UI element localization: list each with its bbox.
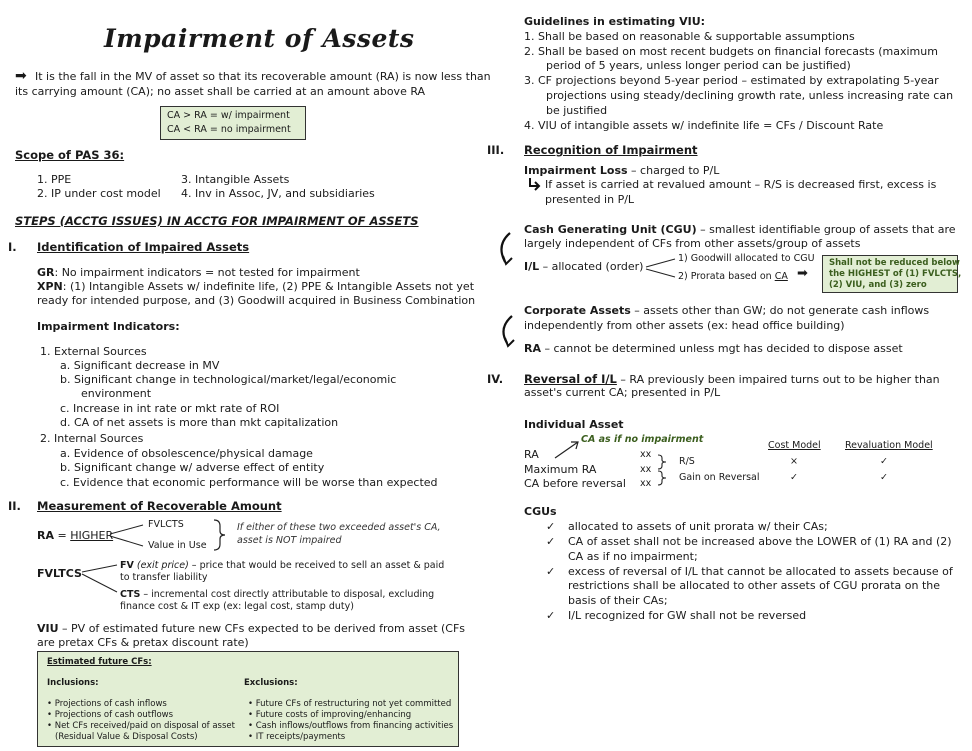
viu-line-2: are pretax CFs & pretax discount rate) [37,636,249,649]
guideline-line: 3. CF projections beyond 5-year period – estimated by extrapolating 5-year [524,74,939,87]
inclusion-text: Net CFs received/paid on disposal of asset [54,721,235,731]
fv-paren: (exit price) [133,560,189,571]
indicator-item: d. CA of net assets is more than mkt capitalization [60,416,339,429]
indicator-item: b. Significant change w/ adverse effect of entity [60,461,325,474]
internal-sources: 2. Internal Sources [40,432,144,445]
gr-line [37,266,360,280]
exclusion-item: • IT receipts/payments [248,732,346,742]
corporate-line-2: independently from other assets (ex: head office building) [524,319,845,332]
section-number: IV. [487,372,504,386]
check-icon: ✓ [546,520,556,533]
ra-label-3: RA [524,342,541,355]
cts-text: – incremental cost directly attributable to disposal, excluding [140,589,435,600]
reversal-text: – RA previously been impaired turns out to be higher than [616,373,940,386]
cgu-line: excess of reversal of I/L that cannot be allocated to assets because of [568,565,953,578]
cgu-line-2: largely independent of CFs from other assets/group of assets [524,237,861,250]
alloc-ca: CA [774,271,788,282]
exclusion-item: • Future CFs of restructuring not yet committed [248,699,452,709]
viu-label: VIU [37,622,59,635]
estimated-cfs-box [37,651,459,747]
individual-asset-heading: Individual Asset [524,418,624,431]
definition-line-1: It is the fall in the MV of asset so that its recoverable amount (RA) is now less than [35,70,491,83]
inclusion-text: Projections of cash outflows [54,710,174,720]
indicator-item: a. Evidence of obsolescence/physical damage [60,447,313,460]
ra-note-1: If either of these two exceeded asset's CA, [237,522,441,533]
section-number: III. [487,143,505,157]
asset-row-label: Maximum RA [524,463,597,476]
ca-box-line: CA < RA = no impairment [167,124,291,135]
viu-text: – PV of estimated future new CFs expected to be derived from asset (CFs [58,622,466,635]
xpn-line-2: ready for intended purpose, and (3) Goodwill acquired in Business Combination [37,294,476,307]
section-number: II. [8,499,21,513]
revalued-line-2: presented in P/L [545,193,635,206]
inclusion-item: • Projections of cash inflows [47,699,167,709]
il-label: I/L [524,260,540,273]
gr-label: GR [37,266,55,279]
reversal-line [524,372,940,387]
check-icon: ✓ [546,565,556,578]
exclusion-text: Future costs of improving/enhancing [255,710,412,720]
cgu-line: basis of their CAs; [568,594,668,607]
ra-higher-word: HIGHER [70,529,114,542]
guideline-line: be justified [546,104,608,117]
reduce-note-box [822,255,962,293]
reduce-note-line: (2) VIU, and (3) zero [829,280,927,290]
check-icon: ✓ [546,535,556,548]
inclusion-text: Projections of cash inflows [54,699,167,709]
exclusion-text: Cash inflows/outflows from financing activities [255,721,454,731]
corp-label: Corporate Assets [524,304,631,317]
cgu-line: I/L recognized for GW shall not be reversed [568,609,807,622]
definition-line-2: its carrying amount (CA); no asset shall be carried at an amount above RA [15,85,426,98]
inclusion-item: • Net CFs received/paid on disposal of asset [47,721,235,731]
gain-brace [658,471,666,485]
external-sources: 1. External Sources [40,345,147,358]
ca-ra-box [160,106,306,140]
asset-row-xx: xx [640,478,652,489]
gain-label: Gain on Reversal [679,472,760,483]
fv-label: FV [120,560,134,571]
ra-higher [37,529,113,543]
cost-model-header: Cost Model [768,440,821,451]
cgus-heading: CGUs [524,505,557,518]
reduce-note-line: the HIGHEST of (1) FVLCTS, [829,269,962,279]
fv-line [120,560,444,572]
reval-model-header: Revaluation Model [845,440,933,451]
il-text: – allocated (order) [539,260,644,273]
indicator-item: a. Significant decrease in MV [60,359,220,372]
guidelines-heading: Guidelines in estimating VIU: [524,15,706,28]
viu-line [37,622,465,636]
exclusion-item: • Cash inflows/outflows from financing activities [248,721,454,731]
arrow-right-icon: ➡ [15,68,27,84]
ra-text: – cannot be determined unless mgt has decided to dispose asset [540,342,903,355]
loss-text: – charged to P/L [627,164,720,177]
rs-cost-mark: × [790,456,798,467]
cgu-line [524,223,956,237]
asset-row-label: RA [524,448,539,461]
asset-row-xx: xx [640,449,652,460]
gain-cost-mark: ✓ [790,472,798,483]
gr-text: : No impairment indicators = not tested for impairment [54,266,360,279]
indicator-item: environment [81,387,152,400]
ra-label: RA [37,529,54,542]
guideline-line: 4. VIU of intangible assets w/ indefinite life = CFs / Discount Rate [524,119,884,132]
cts-label: CTS [120,589,141,600]
scope-item: 1. PPE [37,173,72,186]
corporate-line [524,304,929,318]
indicators-heading: Impairment Indicators: [37,320,180,333]
ra-eq: = [53,529,71,542]
check-icon: ✓ [546,609,556,622]
rs-reval-mark: ✓ [880,456,888,467]
exclusion-text: Future CFs of restructuring not yet committed [255,699,452,709]
cgu-label: Cash Generating Unit (CGU) [524,223,697,236]
cts-line [120,589,434,601]
reversal-title: Reversal of I/L [524,372,617,386]
gain-reval-mark: ✓ [880,472,888,483]
ra-option-viu: Value in Use [148,540,207,551]
arrow-right-icon: ➡ [797,266,808,281]
loss-label: Impairment Loss [524,164,628,177]
cgu-line: CA as if no impairment; [568,550,698,563]
exclusions-heading: Exclusions: [244,678,298,688]
ra-brace [214,520,225,550]
inclusion-item: • Projections of cash outflows [47,710,174,720]
cgu-line: CA of asset shall not be increased above the LOWER of (1) RA and (2) [568,535,952,548]
xpn-line [37,280,474,294]
cgu-line: allocated to assets of unit prorata w/ their CAs; [568,520,828,533]
guideline-line: 1. Shall be based on reasonable & supportable assumptions [524,30,855,43]
ca-note-arrow [555,442,578,458]
cts-line-2: finance cost & IT exp (ex: legal cost, stamp duty) [120,601,354,612]
xpn-text: : (1) Intangible Assets w/ indefinite life, (2) PPE & Intangible Assets not yet [62,280,475,293]
inclusion-item: (Residual Value & Disposal Costs) [55,732,198,742]
section-number: I. [8,240,17,254]
scope-heading: Scope of PAS 36: [15,148,125,162]
indicator-item: c. Evidence that economic performance will be worse than expected [60,476,438,489]
indicator-item: c. Increase in int rate or mkt rate of ROI [60,402,280,415]
exclusion-item: • Future costs of improving/enhancing [248,710,412,720]
fvltcs-branch-lines [82,565,117,592]
il-allocation [524,260,643,274]
ra-note-2: asset is NOT impaired [237,535,342,546]
reversal-line-2: asset's current CA; presented in P/L [524,386,721,399]
guideline-line: 2. Shall be based on most recent budgets on financial forecasts (maximum [524,45,938,58]
impairment-loss-line [524,164,719,178]
il-branch-lines [646,259,675,277]
xpn-label: XPN [37,280,63,293]
guideline-line: projections using steady/declining growth rate, unless increasing rate can [546,89,954,102]
ra-branch-lines [110,525,143,546]
alloc-item-2 [678,271,788,283]
scope-item: 3. Intangible Assets [181,173,290,186]
section-title: Identification of Impaired Assets [37,240,250,254]
fvltcs-label: FVLTCS [37,567,82,580]
alloc-item-1: 1) Goodwill allocated to CGU [678,253,815,264]
reduce-note-line: Shall not be reduced below [829,258,960,268]
alloc-text: 2) Prorata based on [678,271,775,282]
fv-text: – price that would be received to sell an asset & paid [188,560,445,571]
cgu-text: – smallest identifiable group of assets that are [696,223,956,236]
steps-heading: STEPS (ACCTG ISSUES) IN ACCTG FOR IMPAIRMENT OF ASSETS [15,214,419,228]
rs-label: R/S [679,456,695,467]
cf-box-heading: Estimated future CFs: [47,657,152,667]
section-title: Measurement of Recoverable Amount [37,499,282,513]
asset-row-xx: xx [640,464,652,475]
ca-box-line: CA > RA = w/ impairment [167,110,290,121]
exclusion-text: IT receipts/payments [255,732,346,742]
ra-line [524,342,903,356]
ra-option-fvlcts: FVLCTS [148,519,184,530]
rs-brace [658,455,666,469]
fv-line-2: to transfer liability [120,572,208,583]
scope-item: 2. IP under cost model [37,187,161,200]
section-title: Recognition of Impairment [524,143,698,157]
scope-item: 4. Inv in Assoc, JV, and subsidiaries [181,187,375,200]
asset-row-label: CA before reversal [524,477,626,490]
ca-note: CA as if no impairment [581,434,704,445]
guideline-line: period of 5 years, unless longer period can be justified) [546,59,851,72]
indicator-item: b. Significant change in technological/market/legal/economic [60,373,397,386]
cgu-line: restrictions shall be allocated to other assets of CGU prorata on the [568,579,941,592]
corp-text: – assets other than GW; do not generate cash inflows [630,304,930,317]
inclusions-heading: Inclusions: [47,678,99,688]
page-title: Impairment of Assets [104,24,415,53]
revalued-line-1: If asset is carried at revalued amount – R/S is decreased first, excess is [545,178,937,191]
